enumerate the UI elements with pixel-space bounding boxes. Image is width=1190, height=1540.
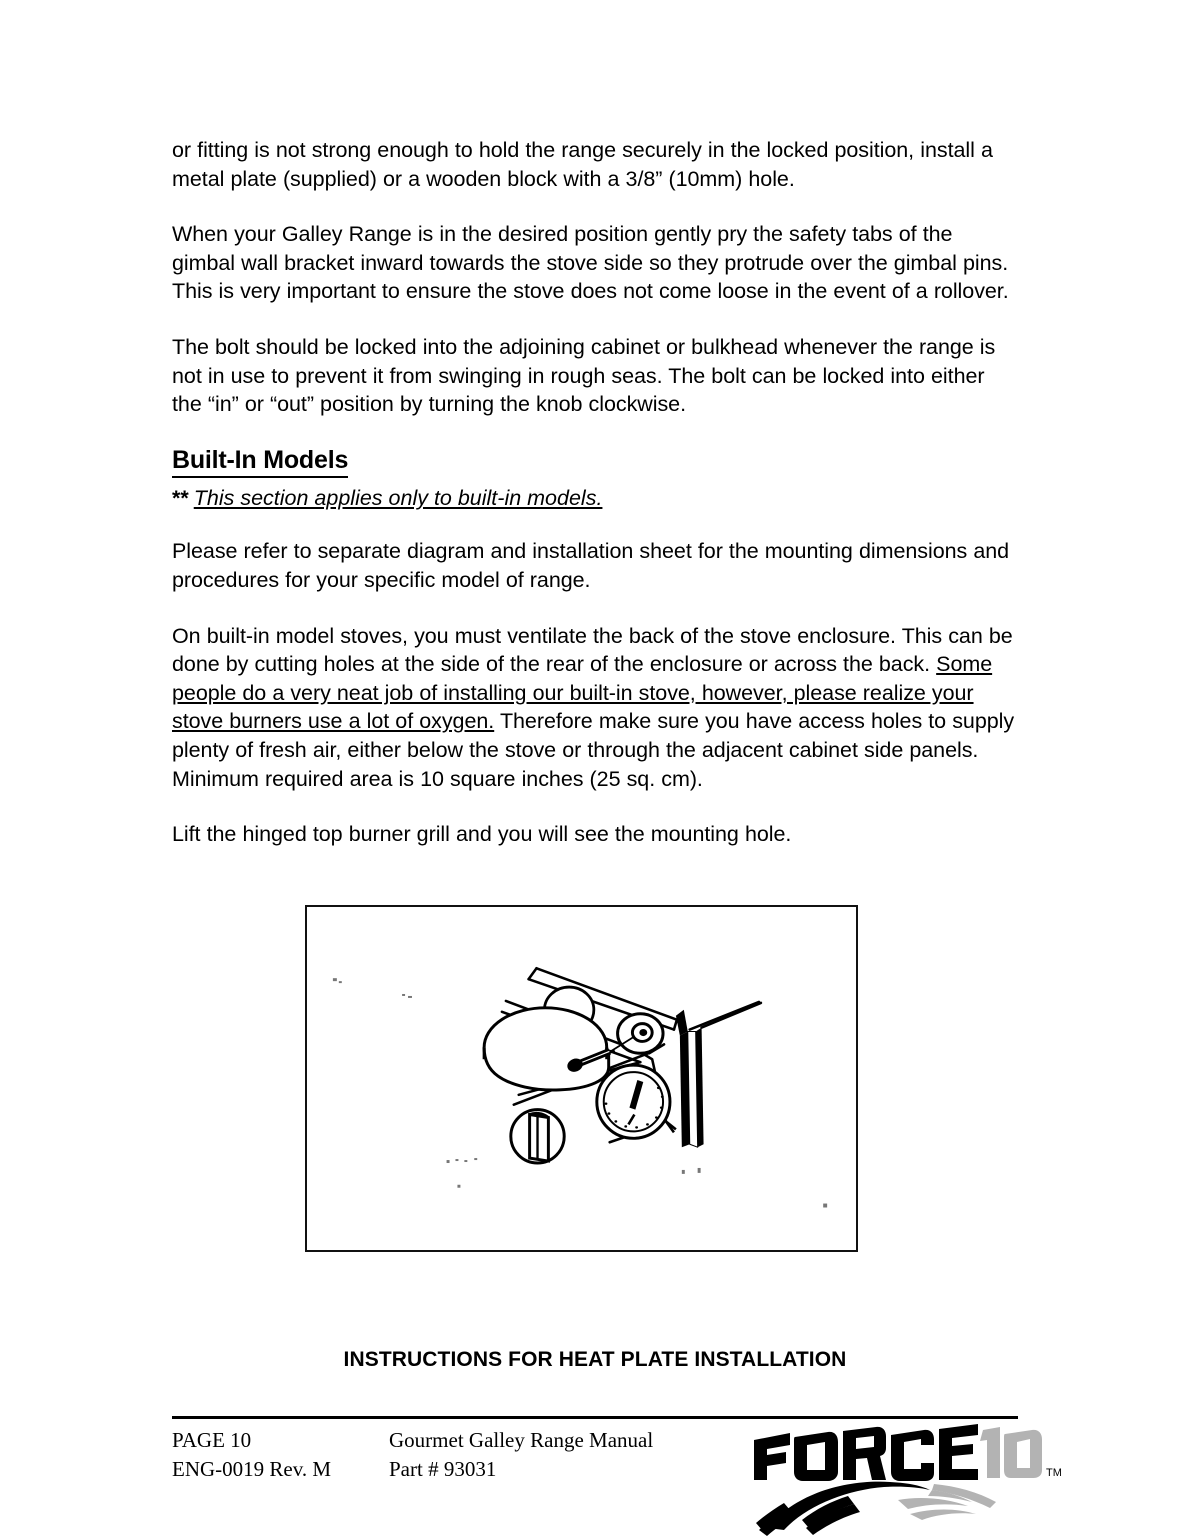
section-note-text: This section applies only to built-in models. (193, 485, 603, 510)
paragraph-lift-grill: Lift the hinged top burner grill and you will see the mounting hole. (172, 822, 792, 847)
mounting-hole-with-fitting (618, 1014, 663, 1054)
footer-manual-title: Gourmet Galley Range Manual (389, 1428, 654, 1452)
paragraph-locked-position: or fitting is not strong enough to hold the range securely in the locked position, install a metal plate (supplied) or a wooden block with a 3/8” (10mm) hole. (172, 138, 993, 191)
footer-left-column (172, 1426, 331, 1484)
body-content (172, 136, 1018, 876)
logo-swoosh-black (756, 1482, 930, 1536)
logo-wordmark-10 (980, 1427, 1042, 1478)
figure-border (305, 905, 858, 1252)
paragraph-refer-diagram: Please refer to separate diagram and installation sheet for the mounting dimensions and procedures for your specific model of range. (172, 539, 1010, 592)
logo-wordmark-force (754, 1424, 978, 1481)
force-10-logo-graphic (750, 1424, 1062, 1536)
section-note (172, 484, 1018, 513)
heat-plate-disc (484, 1008, 609, 1090)
footer-center-column (389, 1426, 653, 1484)
footer-divider (172, 1416, 1018, 1419)
paragraph-safety-tabs: When your Galley Range is in the desired position gently pry the safety tabs of the gimbal wall bracket inward towards the stove side so they protrude over the gimbal pins. This is very important to ensure the stove does not come loose in the event of a rollover. (172, 222, 1009, 304)
figure-heat-plate-installation (305, 905, 858, 1252)
footer-page-number: PAGE 10 (172, 1428, 252, 1452)
ventilation-text-underlined: Some people do a very neat job of installing our built-in stove, however, please realize your stove burners use a lot of oxygen. (172, 652, 993, 734)
ventilation-text-after: Therefore make sure you have access holes to supply plenty of fresh air, either below the stove or through the adjacent cabinet side panels. Minimum required area is 10 square inches (25 sq. cm). (172, 709, 1015, 791)
logo-trademark-text: TM (1046, 1467, 1062, 1479)
figure-caption: INSTRUCTIONS FOR HEAT PLATE INSTALLATION (343, 1348, 847, 1371)
control-knob-large (597, 1065, 670, 1138)
page-title: Built-In Models (172, 445, 348, 478)
stove-corner-line-drawing (307, 907, 856, 1250)
force-10-logo (750, 1424, 1062, 1536)
paragraph-bolt-lock: The bolt should be locked into the adjoining cabinet or bulkhead whenever the range is not in use to prevent it from swinging in rough seas. The bolt can be locked into either the “in” or “out” position by turning the knob clockwise. (172, 334, 996, 417)
section-note-stars: ** (172, 485, 189, 510)
page-footer (172, 1424, 1062, 1534)
footer-part-number: Part # 93031 (389, 1457, 497, 1481)
logo-swoosh-gray (898, 1484, 996, 1520)
ventilation-text-before: On built-in model stoves, you must ventilate the back of the stove enclosure. This can be done by cutting holes at the side of the rear of the enclosure or across the back. (172, 623, 1013, 677)
footer-doc-code: ENG-0019 Rev. M (172, 1457, 332, 1481)
control-knob-small (511, 1110, 564, 1163)
built-in-models-section (172, 445, 1018, 513)
paragraph-ventilation (172, 622, 1018, 794)
